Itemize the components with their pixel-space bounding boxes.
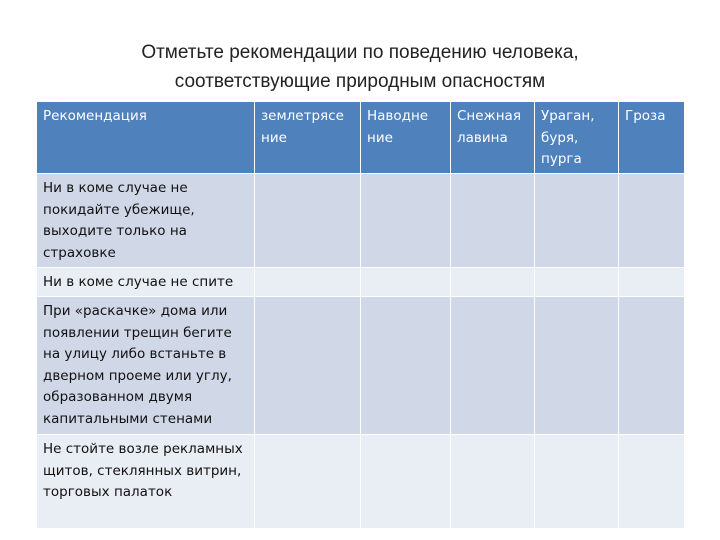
header-hurricane: Ураган, буря, пурга	[535, 102, 619, 174]
mark-cell[interactable]	[255, 174, 361, 268]
table-row	[37, 174, 685, 268]
recommendation-cell: Ни в коме случае не покидайте убежище, выходите только на страховке	[37, 174, 255, 268]
mark-cell[interactable]	[535, 268, 619, 297]
mark-cell[interactable]	[535, 435, 619, 529]
mark-cell[interactable]	[255, 435, 361, 529]
title-line-2: соответствующие природным опасностям	[174, 71, 546, 92]
mark-cell[interactable]	[451, 435, 535, 529]
page-title	[0, 38, 720, 96]
mark-cell[interactable]	[535, 297, 619, 435]
table-row	[37, 435, 685, 529]
mark-cell[interactable]	[451, 174, 535, 268]
header-thunderstorm: Гроза	[619, 102, 685, 174]
recommendations-table	[36, 101, 685, 529]
mark-cell[interactable]	[255, 268, 361, 297]
header-recommendation: Рекомендация	[37, 102, 255, 174]
header-avalanche: Снежная лавина	[451, 102, 535, 174]
header-flood: Наводне ние	[361, 102, 451, 174]
mark-cell[interactable]	[451, 297, 535, 435]
mark-cell[interactable]	[619, 174, 685, 268]
table-row	[37, 268, 685, 297]
mark-cell[interactable]	[361, 268, 451, 297]
mark-cell[interactable]	[619, 297, 685, 435]
mark-cell[interactable]	[361, 174, 451, 268]
table-row	[37, 297, 685, 435]
mark-cell[interactable]	[361, 297, 451, 435]
header-earthquake: землетрясе ние	[255, 102, 361, 174]
mark-cell[interactable]	[361, 435, 451, 529]
mark-cell[interactable]	[535, 174, 619, 268]
mark-cell[interactable]	[451, 268, 535, 297]
table-header-row	[37, 102, 685, 174]
mark-cell[interactable]	[619, 268, 685, 297]
title-line-1: Отметьте рекомендации по поведению человека,	[141, 42, 579, 63]
recommendation-cell: Ни в коме случае не спите	[37, 268, 255, 297]
mark-cell[interactable]	[619, 435, 685, 529]
mark-cell[interactable]	[255, 297, 361, 435]
recommendation-cell: Не стойте возле рекламных щитов, стеклянных витрин, торговых палаток	[37, 435, 255, 529]
recommendation-cell: При «раскачке» дома или появлении трещин бегите на улицу либо встаньте в дверном проеме или углу, образованном двумя капитальными стенами	[37, 297, 255, 435]
